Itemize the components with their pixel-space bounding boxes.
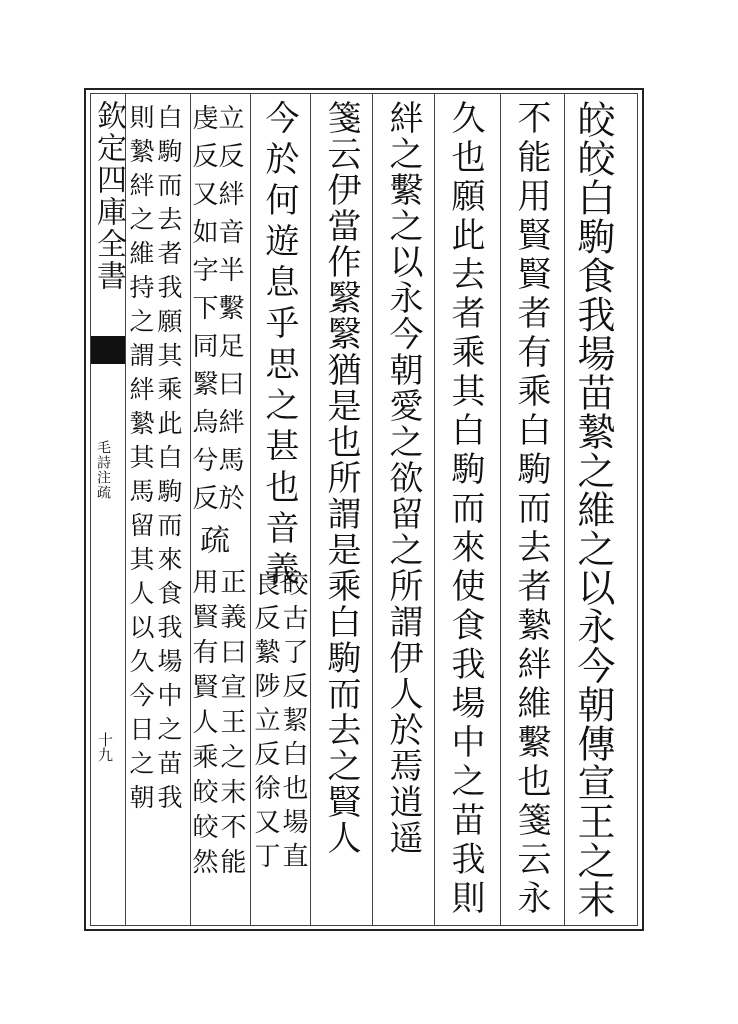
text-column-2: 不能用賢賢者有乘白駒而去者縶絆維繫也箋云永: [511, 100, 551, 919]
column-divider: [434, 93, 435, 926]
annotation-7b-left: 用賢有賢人乘皎皎然: [188, 568, 218, 883]
column-divider: [310, 93, 311, 926]
text-column-6-main: 今於何遊息乎思之甚也音義: [259, 100, 299, 592]
text-column-1: 皎皎白駒食我場苗縶之維之以永今朝傳宣王之末: [571, 100, 615, 919]
annotation-7-right: 立反絆音半繫足曰絆馬於: [214, 104, 244, 522]
book-title: 毛詩注疏: [95, 440, 111, 500]
text-column-4: 絆之繫之以永今朝愛之欲留之所謂伊人於焉逍遥: [383, 100, 423, 856]
fishtail-mark: [91, 336, 125, 364]
annotation-8-left: 則縶絆之維持之謂絆縶其馬留其人以久今日之朝: [126, 104, 155, 818]
column-divider: [564, 93, 565, 926]
annotation-8-right: 白駒而去者我願其乘此白駒而來食我場中之苗我: [154, 104, 183, 818]
annotation-6-left: 良反縶陟立反徐又丁: [250, 570, 280, 876]
annotation-7b-right: 正義曰宣王之末不能: [216, 568, 246, 883]
collection-title: 欽定四庫全書: [91, 100, 126, 292]
text-column-3: 久也願此去者乘其白駒而來使食我場中之苗我則: [445, 100, 485, 919]
annotation-6-right: 皎古了反絜白也場直: [278, 570, 308, 876]
page-number: 十九: [96, 732, 114, 762]
column-divider: [372, 93, 373, 926]
text-column-5: 箋云伊當作繄繄猶是也所謂是乘白駒而去之賢人: [321, 100, 361, 856]
commentary-marker: 疏: [194, 524, 229, 554]
annotation-7-left: 虔反又如字下同繄烏兮反: [188, 104, 218, 522]
column-divider: [500, 93, 501, 926]
